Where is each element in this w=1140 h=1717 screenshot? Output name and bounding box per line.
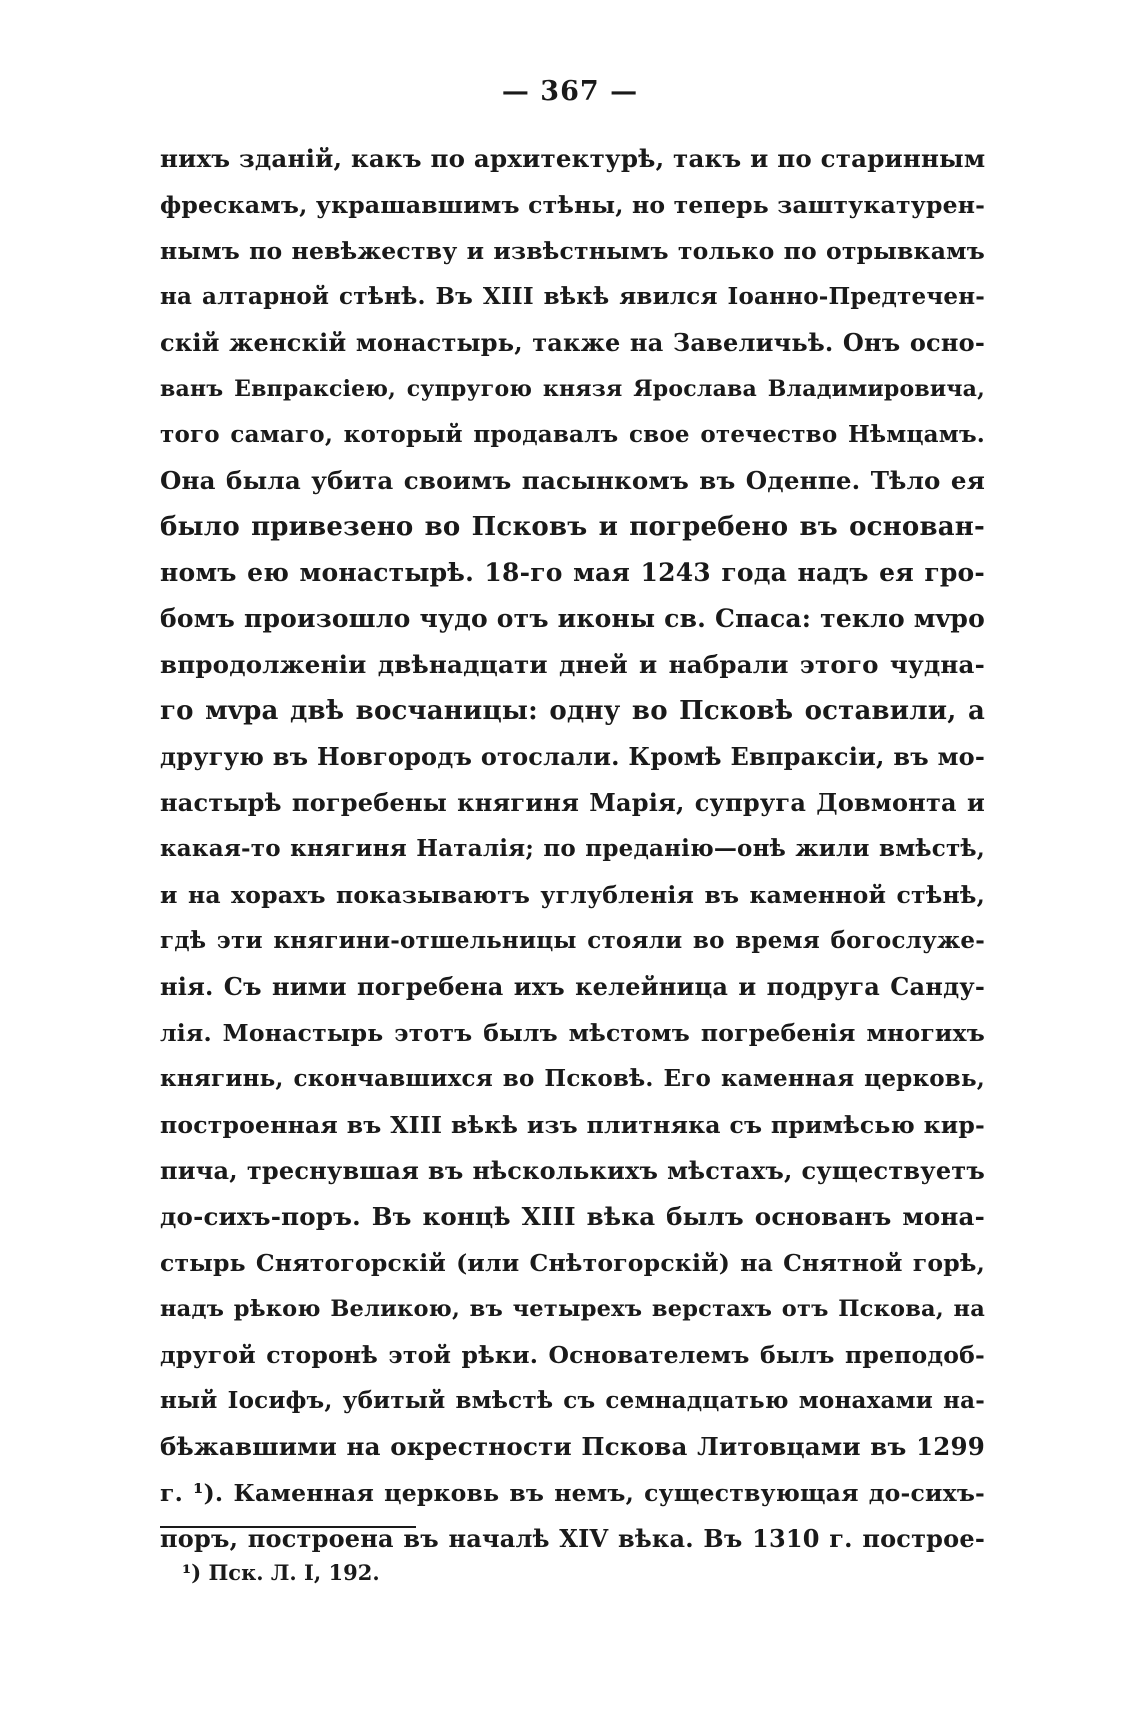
text-line: княгинь, скончавшихся во Псковѣ. Его каменная церковь,: [160, 1065, 985, 1092]
text-line: надъ рѣкою Великою, въ четырехъ верстахъ отъ Пскова, на: [160, 1296, 985, 1322]
text-line: ный Іосифъ, убитый вмѣстѣ съ семнадцатью монахами на-: [160, 1387, 985, 1414]
footnote-divider: [160, 1526, 416, 1528]
text-line: нія. Съ ними погребена ихъ келейница и подруга Санду-: [160, 972, 985, 1001]
text-line: до-сихъ-поръ. Въ концѣ XIII вѣка былъ основанъ мона-: [160, 1202, 985, 1231]
text-line: какая-то княгиня Наталія; по преданію—онѣ жили вмѣстѣ,: [160, 835, 985, 862]
text-line: го мvра двѣ восчаницы: одну во Псковѣ оставили, а: [160, 696, 985, 726]
body-text: [160, 136, 985, 1562]
text-line: другой сторонѣ этой рѣки. Основателемъ былъ преподоб-: [160, 1341, 985, 1369]
text-line: и на хорахъ показываютъ углубленія въ каменной стѣнѣ,: [160, 881, 985, 909]
text-line: пича, треснувшая въ нѣсколькихъ мѣстахъ, существуетъ: [160, 1156, 985, 1185]
text-line: нымъ по невѣжеству и извѣстнымъ только по отрывкамъ: [160, 237, 985, 265]
text-line: Она была убита своимъ пасынкомъ въ Оденпе. Тѣло ея: [160, 466, 985, 495]
text-line: другую въ Новгородъ отослали. Кромѣ Евпраксіи, въ мо-: [160, 742, 985, 771]
text-line: построенная въ XIII вѣкѣ изъ плитняка съ примѣсью кир-: [160, 1111, 985, 1139]
text-line: настырѣ погребены княгиня Марія, супруга Довмонта и: [160, 788, 985, 817]
text-line: номъ ею монастырѣ. 18-го мая 1243 года надъ ея гро-: [160, 558, 985, 587]
text-line: бѣжавшими на окрестности Пскова Литовцами въ 1299: [160, 1432, 985, 1461]
text-line: стырь Снятогорскій (или Снѣтогорскій) на Снятной горѣ,: [160, 1249, 985, 1277]
text-line: ванъ Евпраксіею, супругою князя Ярослава Владимировича,: [160, 376, 985, 402]
text-line: поръ, построена въ началѣ XIV вѣка. Въ 1310 г. построе-: [160, 1524, 985, 1553]
text-line: гдѣ эти княгини-отшельницы стояли во время богослуже-: [160, 927, 985, 954]
text-line: того самаго, который продавалъ свое отечество Нѣмцамъ.: [160, 421, 985, 448]
text-line: скій женскій монастырь, также на Завеличьѣ. Онъ осно-: [160, 328, 985, 357]
text-line: лія. Монастырь этотъ былъ мѣстомъ погребенія многихъ: [160, 1019, 985, 1047]
text-line: бомъ произошло чудо отъ иконы св. Спаса: текло мvро: [160, 604, 985, 633]
page-number: — 367 —: [501, 76, 639, 107]
text-line: нихъ зданій, какъ по архитектурѣ, такъ и по старинным: [160, 144, 985, 173]
text-line: на алтарной стѣнѣ. Въ XIII вѣкѣ явился Іоанно-Предтечен-: [160, 283, 985, 310]
text-line: впродолженіи двѣнадцати дней и набрали этого чудна-: [160, 650, 985, 679]
text-line: было привезено во Псковъ и погребено въ основан-: [160, 512, 985, 542]
footnote: ¹) Пск. Л. I, 192.: [182, 1560, 380, 1585]
text-line: фрескамъ, украшавшимъ стѣны, но теперь заштукатурен-: [160, 191, 985, 219]
text-line: г. ¹). Каменная церковь въ немъ, существующая до-сихъ-: [160, 1479, 985, 1507]
